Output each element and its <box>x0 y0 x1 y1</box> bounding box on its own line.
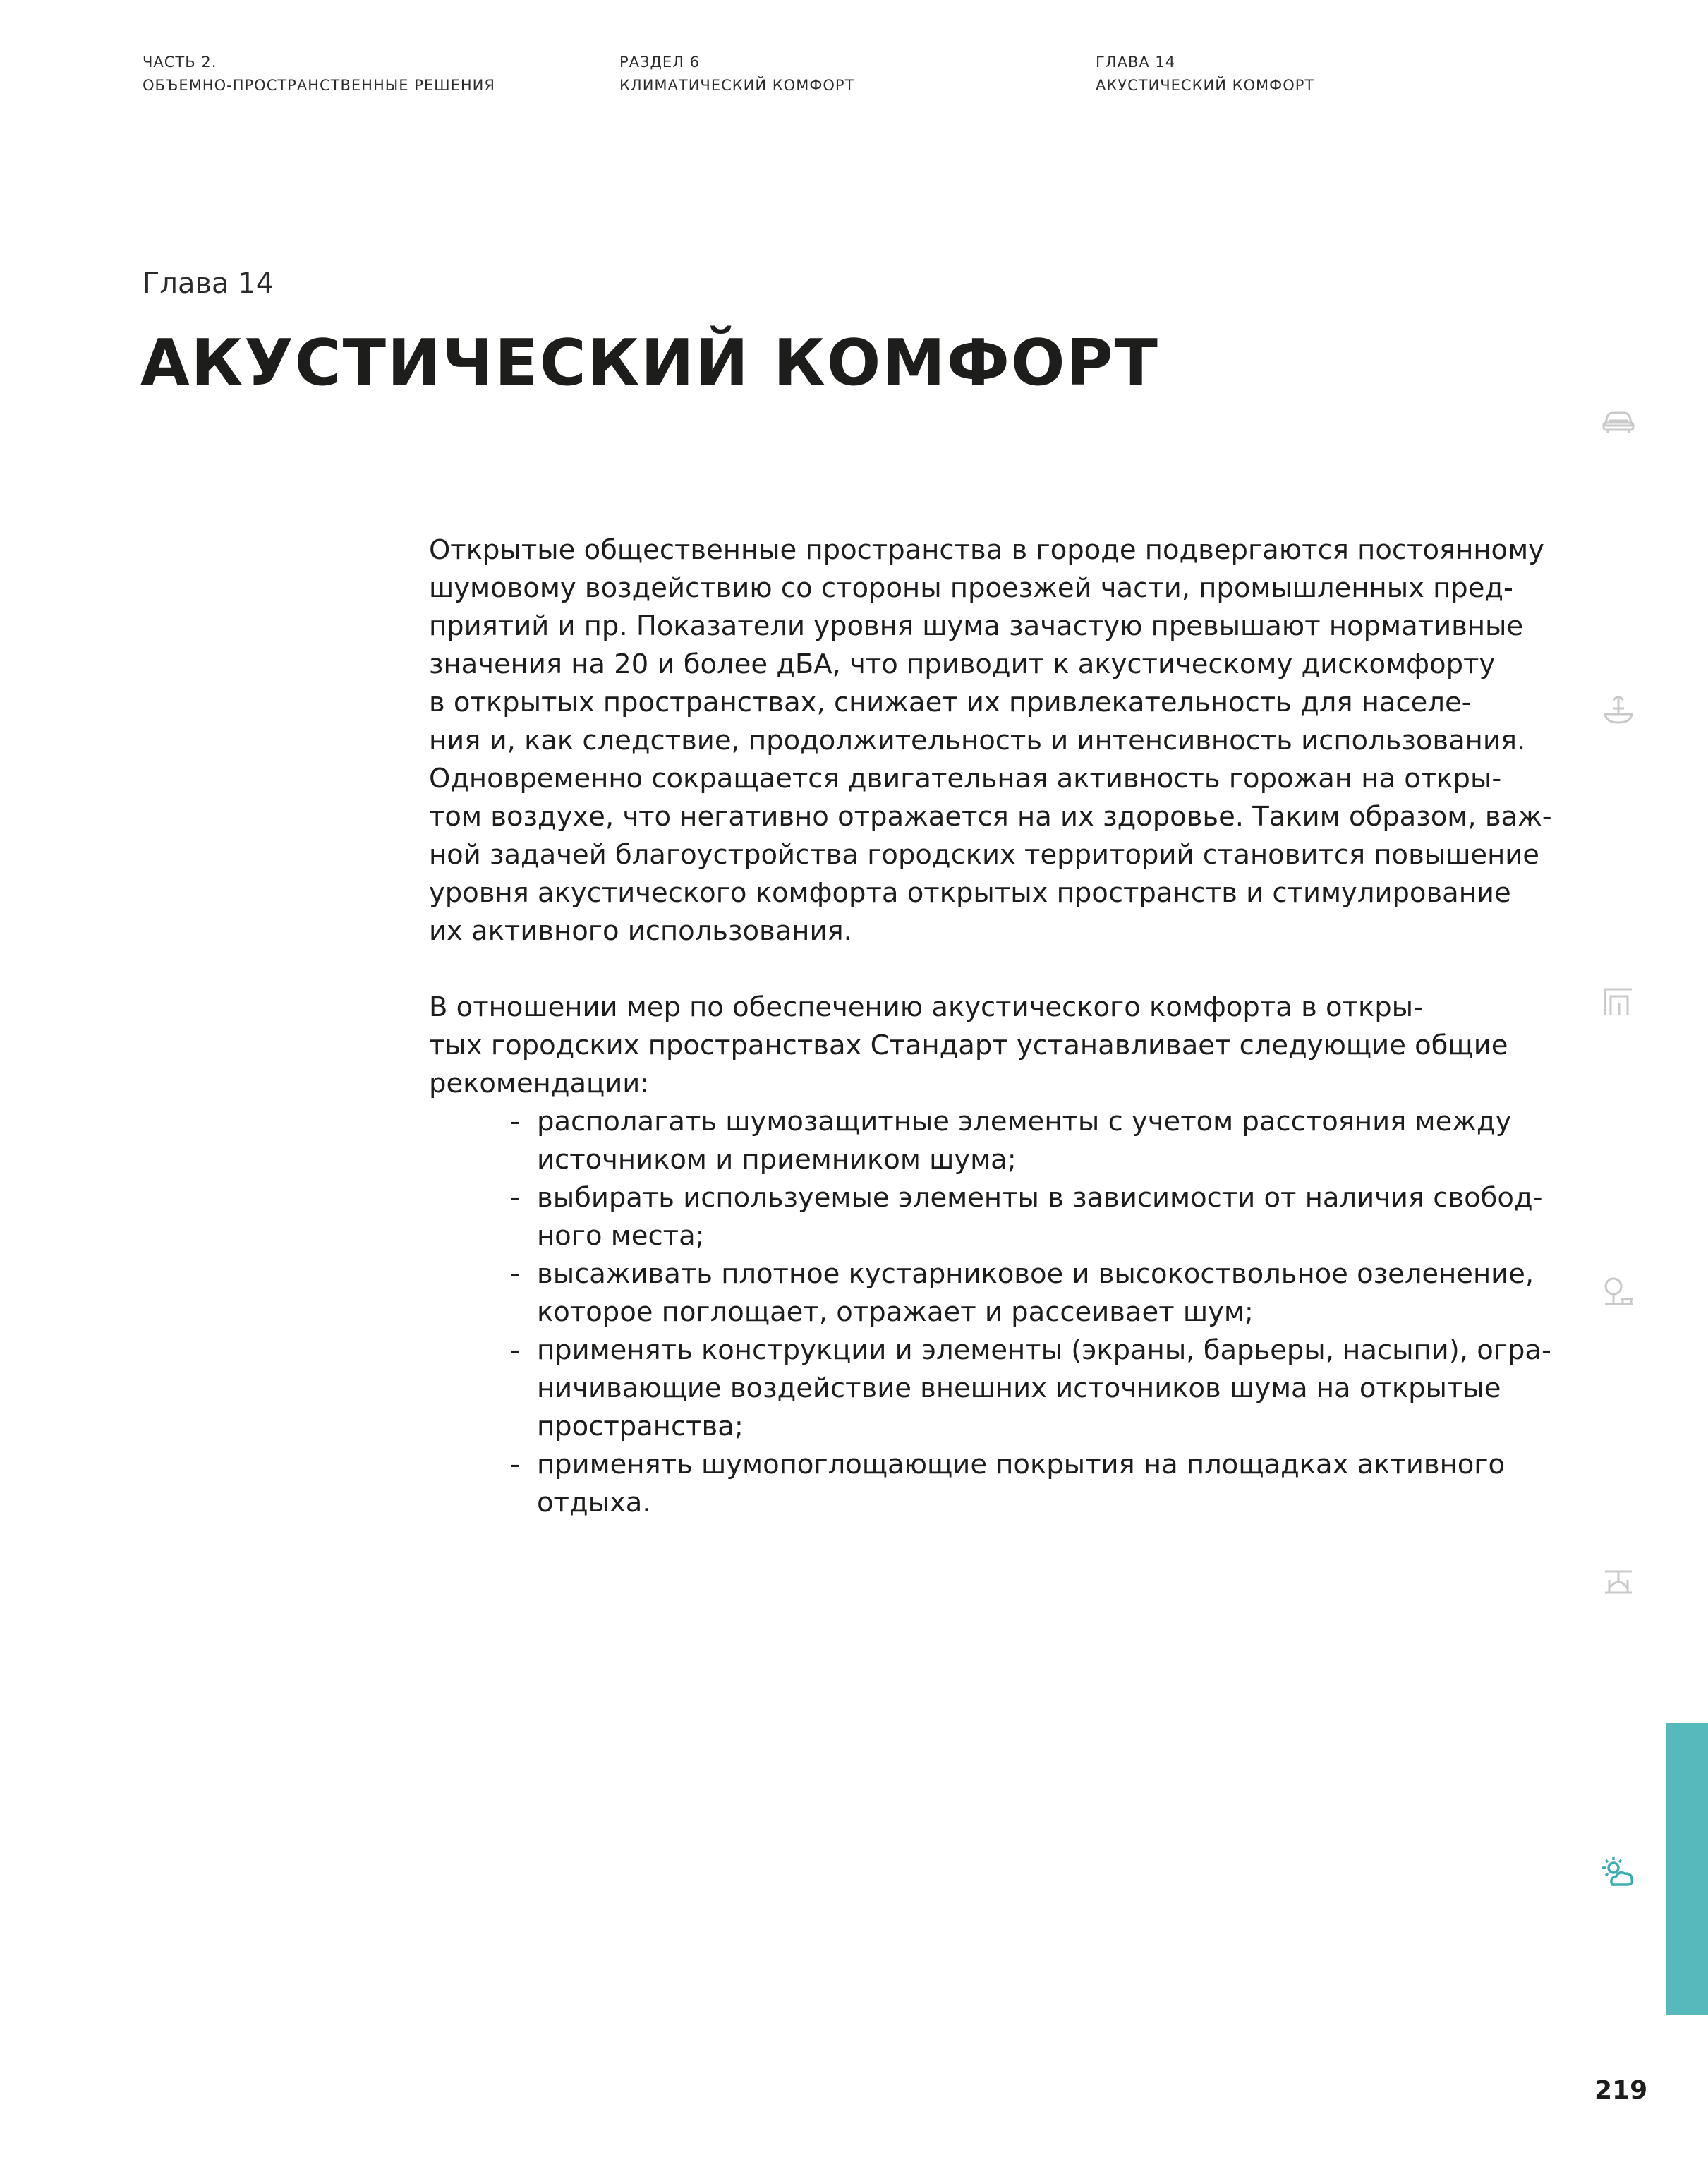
header-part-line1: ЧАСТЬ 2. <box>143 54 217 71</box>
paragraph-line: Одновременно сокращается двигательная активность горожан на откры- <box>429 763 1502 795</box>
list-item <box>429 1103 1558 1179</box>
list-line: источником и приемником шума; <box>537 1144 1017 1176</box>
paragraph-line: Открытые общественные пространства в городе подвергаются постоянному <box>429 534 1544 566</box>
header-chapter <box>1096 51 1314 97</box>
header-part-line2: ОБЪЕМНО-ПРОСТРАНСТВЕННЫЕ РЕШЕНИЯ <box>143 77 495 94</box>
chapter-label: Глава 14 <box>143 267 274 300</box>
car-icon[interactable] <box>1599 402 1637 440</box>
recommendations-list <box>429 1103 1558 1522</box>
paragraph-line: в открытых пространствах, снижает их привлекательность для населе- <box>429 687 1472 718</box>
header-section <box>619 51 854 97</box>
list-line: которое поглощает, отражает и рассеивает шум; <box>537 1296 1254 1328</box>
list-dash: - <box>510 1258 520 1290</box>
paragraph-line: их активного использования. <box>429 915 852 947</box>
list-line: высаживать плотное кустарниковое и высокоствольное озеленение, <box>537 1258 1534 1290</box>
tree-bench-icon[interactable] <box>1599 1272 1637 1310</box>
bridge-icon[interactable] <box>1599 1563 1637 1601</box>
building-icon[interactable] <box>1599 982 1637 1020</box>
list-line: выбирать используемые элементы в зависимости от наличия свобод- <box>537 1182 1543 1214</box>
list-item <box>429 1332 1558 1446</box>
intro-paragraph <box>429 531 1558 950</box>
list-line: ного места; <box>537 1220 705 1252</box>
list-line: ничивающие воздействие внешних источников шума на открытые <box>537 1372 1501 1404</box>
paragraph-line: ной задачей благоустройства городских территорий становится повышение <box>429 839 1539 871</box>
list-item <box>429 1446 1558 1522</box>
paragraph-line: тых городских пространствах Стандарт устанавливает следующие общие <box>429 1030 1508 1061</box>
paragraph-line: уровня акустического комфорта открытых пространств и стимулирование <box>429 877 1511 909</box>
list-line: применять шумопоглощающие покрытия на площадках активного <box>537 1449 1506 1480</box>
header-chapter-line2: АКУСТИЧЕСКИЙ КОМФОРТ <box>1096 77 1315 94</box>
paragraph-line: ния и, как следствие, продолжительность и интенсивность использования. <box>429 725 1526 756</box>
header-chapter-line1: ГЛАВА 14 <box>1096 54 1176 71</box>
list-line: пространства; <box>537 1411 744 1442</box>
recommendations-intro <box>429 989 1558 1103</box>
list-dash: - <box>510 1182 520 1214</box>
paragraph-line: шумовому воздействию со стороны проезжей части, промышленных пред- <box>429 572 1513 604</box>
header-section-line1: РАЗДЕЛ 6 <box>619 54 700 71</box>
sun-cloud-icon[interactable] <box>1599 1854 1637 1892</box>
list-dash: - <box>510 1334 520 1366</box>
paragraph-line: В отношении мер по обеспечению акустического комфорта в откры- <box>429 991 1423 1023</box>
chapter-title: АКУСТИЧЕСКИЙ КОМФОРТ <box>140 326 1159 400</box>
running-header <box>0 51 1708 100</box>
header-part <box>143 51 495 97</box>
list-dash: - <box>510 1106 520 1137</box>
list-line: располагать шумозащитные элементы с учетом расстояния между <box>537 1106 1512 1137</box>
list-item <box>429 1255 1558 1332</box>
section-color-tab <box>1666 1723 1708 2015</box>
list-line: применять конструкции и элементы (экраны, барьеры, насыпи), огра- <box>537 1334 1551 1366</box>
list-item <box>429 1179 1558 1255</box>
page-number: 219 <box>1594 2076 1648 2105</box>
fountain-icon[interactable] <box>1599 692 1637 730</box>
header-section-line2: КЛИМАТИЧЕСКИЙ КОМФОРТ <box>619 77 855 94</box>
paragraph-line: приятий и пр. Показатели уровня шума зачастую превышают нормативные <box>429 610 1524 642</box>
paragraph-line: том воздухе, что негативно отражается на их здоровье. Таким образом, важ- <box>429 801 1552 833</box>
paragraph-line: значения на 20 и более дБА, что приводит к акустическому дискомфорту <box>429 648 1496 680</box>
list-dash: - <box>510 1449 520 1480</box>
list-line: отдыха. <box>537 1487 651 1519</box>
paragraph-line: рекомендации: <box>429 1068 650 1099</box>
